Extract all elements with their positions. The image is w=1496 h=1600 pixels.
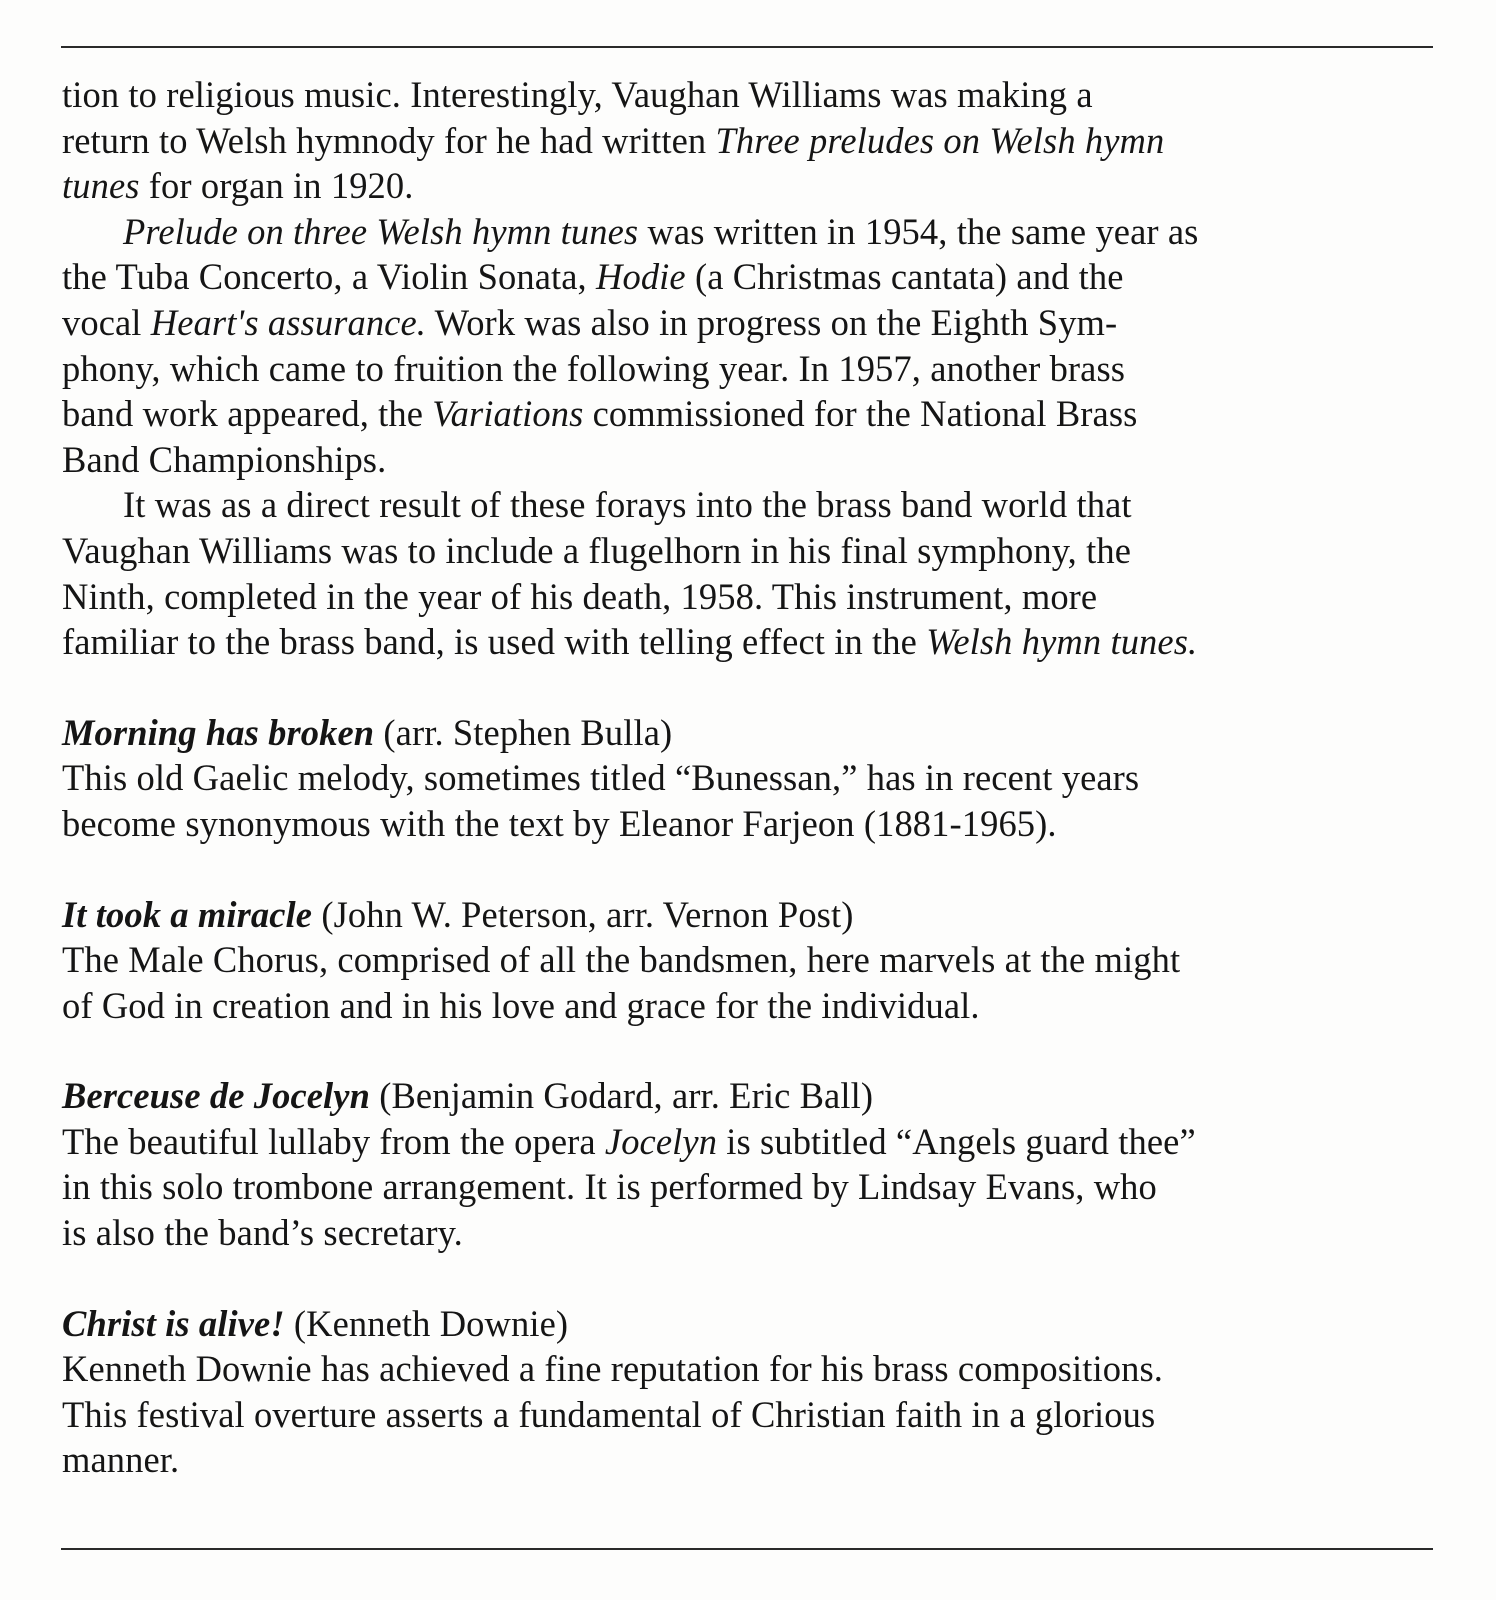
text-line: in this solo trombone arrangement. It is performed by Lindsay Evans, who bbox=[62, 1166, 1157, 1208]
work-title: Variations bbox=[432, 393, 584, 435]
program-item-heading bbox=[62, 1301, 1437, 1347]
bottom-rule bbox=[61, 1548, 1433, 1550]
text-line: Prelude on three Welsh hymn tunes was written in 1954, the same year as bbox=[123, 210, 1199, 252]
top-rule bbox=[61, 46, 1433, 48]
program-item-heading bbox=[62, 1073, 1437, 1119]
program-item-title: Morning has broken bbox=[62, 711, 375, 753]
paragraph-continuation bbox=[62, 72, 1437, 209]
work-title: tunes bbox=[62, 165, 140, 207]
paragraph-prelude bbox=[62, 209, 1437, 483]
program-item bbox=[62, 892, 1437, 1029]
text-line: the Tuba Concerto, a Violin Sonata, Hodie (a Christmas cantata) and the bbox=[62, 256, 1124, 298]
text-line: vocal Heart's assurance. Work was also in progress on the Eighth Sym- bbox=[62, 301, 1118, 343]
program-item-credit: (John W. Peterson, arr. Vernon Post) bbox=[312, 893, 854, 935]
work-title: Jocelyn bbox=[604, 1120, 718, 1162]
work-title: Prelude on three Welsh hymn tunes bbox=[123, 210, 639, 252]
program-item-title: It took a miracle bbox=[62, 893, 313, 935]
text-line: Band Championships. bbox=[62, 438, 387, 480]
text-line: Kenneth Downie has achieved a fine reputation for his brass compositions. bbox=[62, 1348, 1163, 1390]
text-line: is also the band’s secretary. bbox=[62, 1212, 463, 1254]
spacer bbox=[62, 1256, 1437, 1301]
work-title: Three preludes on Welsh hymn bbox=[715, 119, 1165, 161]
text-line: tion to religious music. Interestingly, Vaughan Williams was making a bbox=[62, 74, 1093, 115]
text-line: band work appeared, the Variations commissioned for the National Brass bbox=[62, 393, 1138, 435]
program-item bbox=[62, 710, 1437, 847]
program-item-title: Christ is alive! bbox=[62, 1302, 285, 1344]
spacer bbox=[62, 1028, 1437, 1073]
program-item-credit: (Benjamin Godard, arr. Eric Ball) bbox=[370, 1075, 874, 1117]
text-line: phony, which came to fruition the following year. In 1957, another brass bbox=[62, 347, 1126, 389]
work-title: Hodie bbox=[596, 256, 686, 298]
program-item-heading bbox=[62, 710, 1437, 756]
text-line: return to Welsh hymnody for he had written Three preludes on Welsh hymn bbox=[62, 119, 1165, 161]
spacer bbox=[62, 847, 1437, 892]
program-item-heading bbox=[62, 892, 1437, 938]
work-title: Welsh hymn tunes. bbox=[926, 621, 1198, 663]
text-line: tunes for organ in 1920. bbox=[62, 165, 414, 207]
text-line: The Male Chorus, comprised of all the bandsmen, here marvels at the might bbox=[62, 939, 1181, 981]
text-line: familiar to the brass band, is used with telling effect in the Welsh hymn tunes. bbox=[62, 621, 1198, 663]
paragraph-flugelhorn bbox=[62, 482, 1437, 664]
spacer bbox=[62, 665, 1437, 710]
program-item-credit: (Kenneth Downie) bbox=[284, 1302, 569, 1344]
text-line: It was as a direct result of these forays into the brass band world that bbox=[123, 484, 1132, 526]
body-text bbox=[62, 72, 1437, 1483]
text-line: Vaughan Williams was to include a flugelhorn in his final symphony, the bbox=[62, 529, 1132, 571]
text-line: The beautiful lullaby from the opera Jocelyn is subtitled “Angels guard thee” bbox=[62, 1120, 1196, 1162]
text-line: manner. bbox=[62, 1439, 180, 1481]
text-line: of God in creation and in his love and grace for the individual. bbox=[62, 984, 980, 1026]
program-item bbox=[62, 1073, 1437, 1255]
program-item-credit: (arr. Stephen Bulla) bbox=[374, 711, 673, 753]
text-line: become synonymous with the text by Eleanor Farjeon (1881-1965). bbox=[62, 802, 1057, 844]
text-line: This old Gaelic melody, sometimes titled “Bunessan,” has in recent years bbox=[62, 757, 1140, 799]
text-line: This festival overture asserts a fundamental of Christian faith in a glorious bbox=[62, 1393, 1156, 1435]
program-item-title: Berceuse de Jocelyn bbox=[62, 1075, 370, 1117]
work-title: Heart's assurance. bbox=[150, 301, 427, 343]
program-item bbox=[62, 1301, 1437, 1483]
text-line: Ninth, completed in the year of his death, 1958. This instrument, more bbox=[62, 575, 1098, 617]
